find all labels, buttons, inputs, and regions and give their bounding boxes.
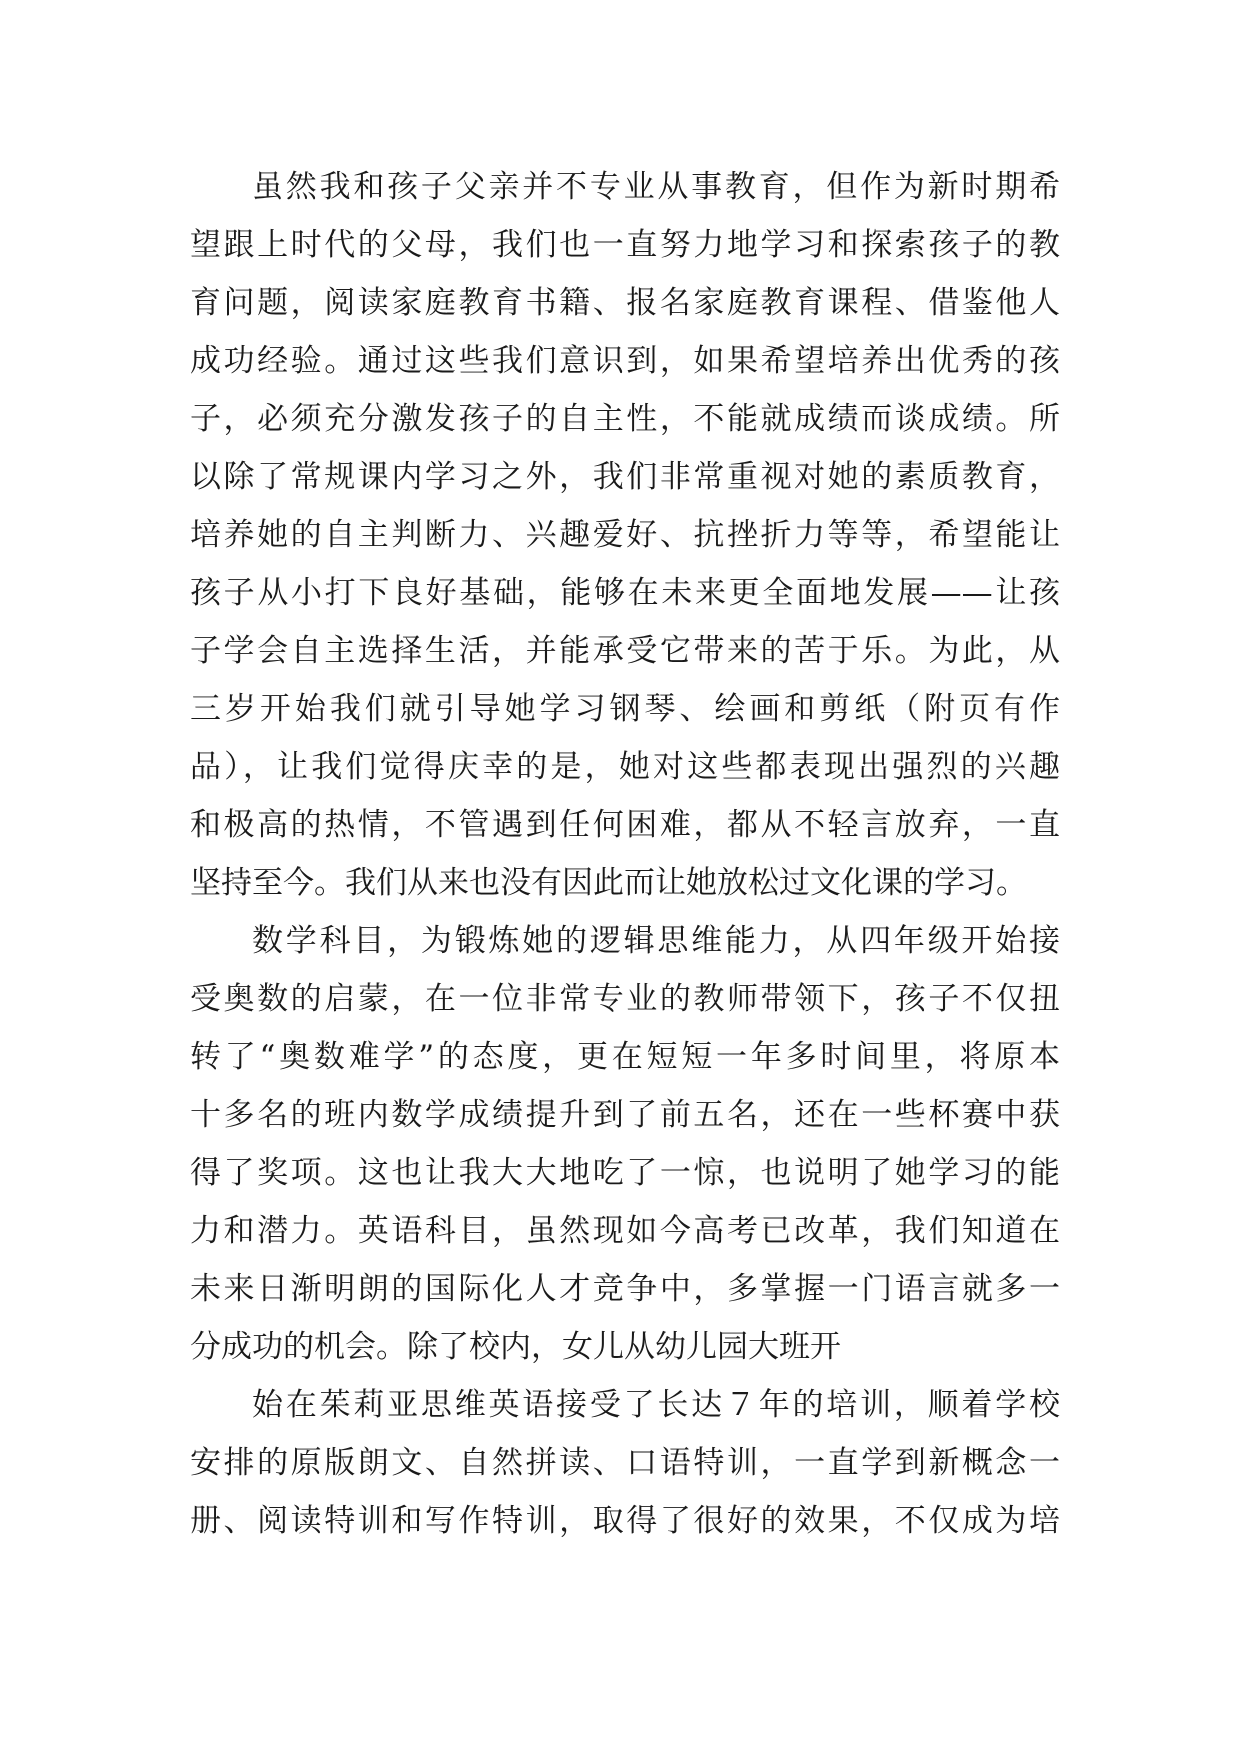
text-line: 转了“奥数难学”的态度，更在短短一年多时间里，将原本 bbox=[190, 1039, 1060, 1075]
text-line: 和极高的热情，不管遇到任何困难，都从不轻言放弃，一直 bbox=[190, 807, 1060, 843]
document-body bbox=[190, 158, 1060, 1550]
text-line: 力和潜力。英语科目，虽然现如今高考已改革，我们知道在 bbox=[190, 1213, 1060, 1249]
text-line: 成功经验。通过这些我们意识到，如果希望培养出优秀的孩 bbox=[190, 343, 1060, 379]
paragraph-3 bbox=[190, 1376, 1060, 1550]
text-line: 子学会自主选择生活，并能承受它带来的苦于乐。为此，从 bbox=[190, 633, 1060, 669]
text-line: 以除了常规课内学习之外，我们非常重视对她的素质教育， bbox=[190, 459, 1060, 495]
text-line: 始在茱莉亚思维英语接受了长达７年的培训，顺着学校 bbox=[252, 1387, 1060, 1423]
text-line: 虽然我和孩子父亲并不专业从事教育，但作为新时期希 bbox=[252, 169, 1060, 205]
text-line: 三岁开始我们就引导她学习钢琴、绘画和剪纸（附页有作 bbox=[190, 691, 1060, 727]
text-line: 子，必须充分激发孩子的自主性，不能就成绩而谈成绩。所 bbox=[190, 401, 1060, 437]
text-line: 品），让我们觉得庆幸的是，她对这些都表现出强烈的兴趣 bbox=[190, 749, 1060, 785]
text-line: 未来日渐明朗的国际化人才竞争中，多掌握一门语言就多一 bbox=[190, 1271, 1060, 1307]
text-line: 十多名的班内数学成绩提升到了前五名，还在一些杯赛中获 bbox=[190, 1097, 1060, 1133]
paragraph-2 bbox=[190, 912, 1060, 1376]
text-line: 望跟上时代的父母，我们也一直努力地学习和探索孩子的教 bbox=[190, 227, 1060, 263]
text-line: 安排的原版朗文、自然拼读、口语特训，一直学到新概念一 bbox=[190, 1445, 1060, 1481]
text-line: 得了奖项。这也让我大大地吃了一惊，也说明了她学习的能 bbox=[190, 1155, 1060, 1191]
paragraph-1 bbox=[190, 158, 1060, 912]
text-line: 育问题，阅读家庭教育书籍、报名家庭教育课程、借鉴他人 bbox=[190, 285, 1060, 321]
text-line: 受奥数的启蒙，在一位非常专业的教师带领下，孩子不仅扭 bbox=[190, 981, 1060, 1017]
text-line: 册、阅读特训和写作特训，取得了很好的效果，不仅成为培 bbox=[190, 1503, 1060, 1539]
text-line: 坚持至今。我们从来也没有因此而让她放松过文化课的学习。 bbox=[190, 865, 1027, 901]
text-line: 孩子从小打下良好基础，能够在未来更全面地发展——让孩 bbox=[190, 575, 1060, 611]
text-line: 分成功的机会。除了校内，女儿从幼儿园大班开 bbox=[190, 1329, 841, 1365]
text-line: 数学科目，为锻炼她的逻辑思维能力，从四年级开始接 bbox=[252, 923, 1060, 959]
text-line: 培养她的自主判断力、兴趣爱好、抗挫折力等等，希望能让 bbox=[190, 517, 1060, 553]
